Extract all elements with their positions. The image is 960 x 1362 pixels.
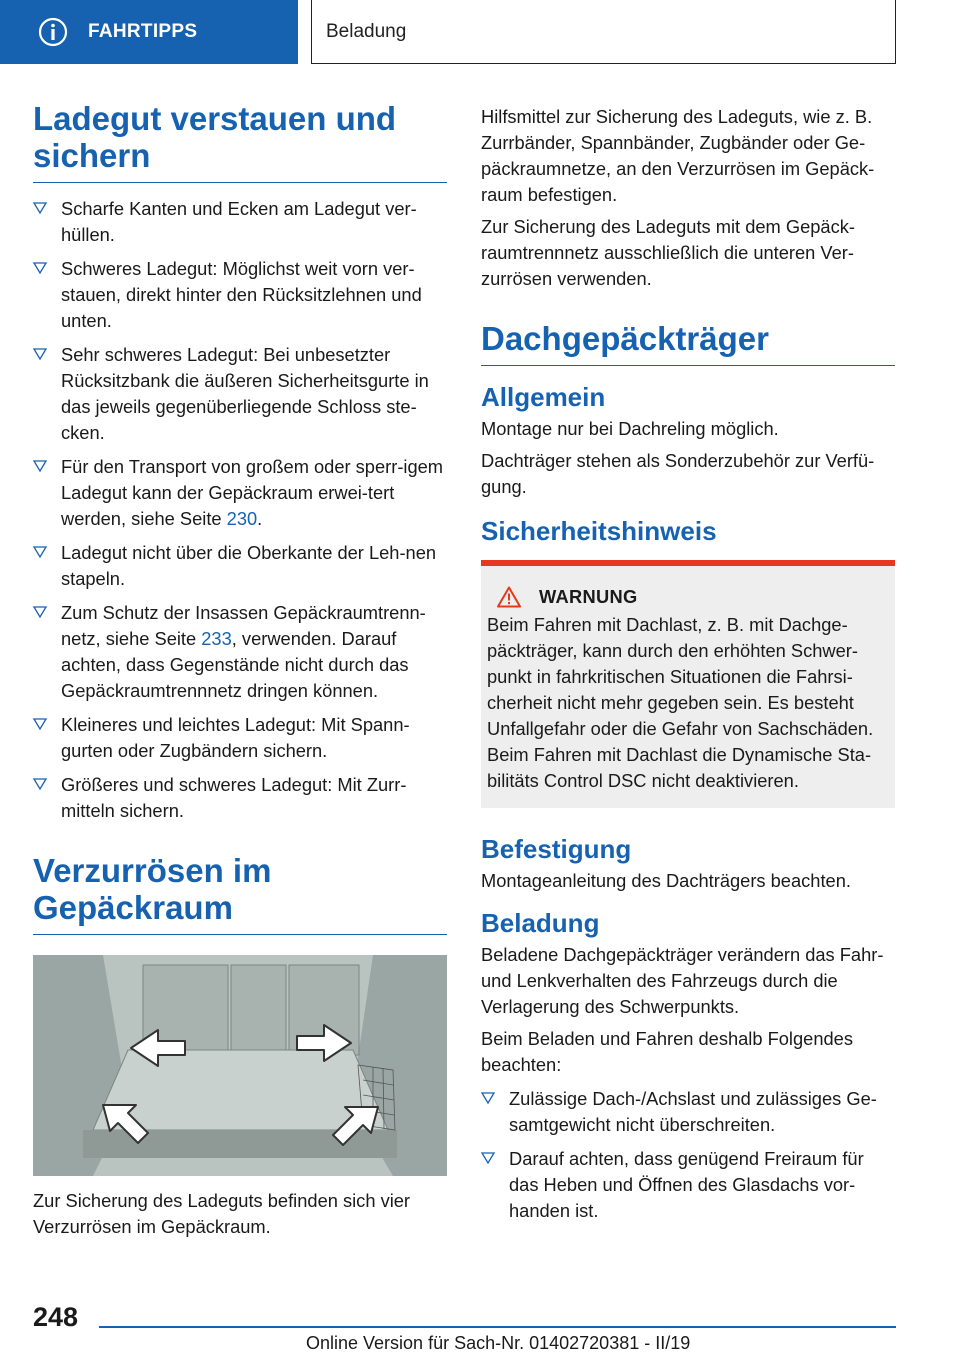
triangle-bullet-icon	[33, 545, 47, 559]
info-icon	[38, 17, 68, 47]
footer-online-version: Online Version für Sach-Nr. 01402720381 - II/19	[306, 1333, 691, 1353]
list-item	[33, 454, 447, 532]
footer-divider	[99, 1326, 896, 1328]
triangle-bullet-icon	[33, 347, 47, 361]
beladung-list	[481, 1086, 895, 1224]
trunk-photo	[33, 955, 447, 1176]
list-item-text: Darauf achten, dass genügend Freiraum für das Heben und Öffnen des Glasdachs vor-handen ist.	[509, 1148, 864, 1221]
page-link-233[interactable]: 233	[201, 628, 232, 649]
list-item-text: Schweres Ladegut: Möglichst weit vorn ver-stauen, direkt hinter den Rücksitzlehnen und unten.	[61, 258, 422, 331]
header-section-tab	[0, 0, 298, 64]
subsection-title-sicherheitshinweis: Sicherheitshinweis	[481, 516, 717, 546]
warning-text: Beim Fahren mit Dachlast, z. B. mit Dachge-päckträger, kann durch den erhöhten Schwer-punkt in fahrkritischen Situationen die Fahrsi-cherheit nicht mehr gegeben sein. Es besteht Unfallgefahr oder die Gefahr von Sachschäden. Beim Fahren mit Dachlast die Dynamische Sta-bilitäts Control DSC nicht deaktivieren.	[487, 614, 874, 791]
subsection-title-beladung: Beladung	[481, 908, 600, 938]
paragraph-sonderzubehoer: Dachträger stehen als Sonderzubehör zur Verfü-gung.	[481, 450, 875, 497]
paragraph-trennnetz: Zur Sicherung des Ladeguts mit dem Gepäck-raumtrennnetz ausschließlich die unteren Ver-zurrösen verwenden.	[481, 216, 855, 289]
list-item	[33, 342, 447, 446]
triangle-bullet-icon	[33, 717, 47, 731]
list-item-text: .	[257, 508, 263, 529]
warning-triangle-icon	[497, 586, 521, 608]
warning-label: WARNUNG	[539, 586, 638, 607]
list-item-text: Ladegut nicht über die Oberkante der Leh-nen stapeln.	[61, 542, 437, 589]
warning-box	[481, 560, 895, 808]
list-item	[33, 712, 447, 764]
list-item	[33, 540, 447, 592]
list-item	[481, 1146, 895, 1224]
paragraph-hilfsmittel: Hilfsmittel zur Sicherung des Ladeguts, wie z. B. Zurrbänder, Spannbänder, Zugbänder oder Ge-päckraumnetze, an den Verzurrösen im Gepäck-raum befestigen.	[481, 106, 875, 205]
triangle-bullet-icon	[33, 201, 47, 215]
list-item-text: Zum Schutz der Insassen Gepäckraumtrenn-netz, siehe Seite	[61, 602, 426, 649]
section-title-verzurroesen: Verzurrösen im Gepäckraum	[33, 852, 447, 935]
list-item	[33, 196, 447, 248]
paragraph-folgendes: Beim Beladen und Fahren deshalb Folgendes beachten:	[481, 1028, 853, 1075]
list-item	[33, 600, 447, 704]
triangle-bullet-icon	[481, 1091, 495, 1105]
header-section-label: FAHRTIPPS	[88, 21, 198, 42]
list-item-text: Für den Transport von großem oder sperr-igem Ladegut kann der Gepäckraum erwei-tert werden, siehe Seite	[61, 456, 444, 529]
list-item-text: , verwenden. Darauf achten, dass Gegenstände nicht durch das Gepäckraumtrennnetz dringen können.	[61, 628, 409, 701]
triangle-bullet-icon	[33, 777, 47, 791]
paragraph-fahrverhalten: Beladene Dachgepäckträger verändern das Fahr- und Lenkverhalten des Fahrzeugs durch die Verlagerung des Schwerpunkts.	[481, 944, 884, 1017]
list-item-text: Größeres und schweres Ladegut: Mit Zurr-mitteln sichern.	[61, 774, 407, 821]
section-title-ladegut: Ladegut verstauen und sichern	[33, 100, 447, 183]
triangle-bullet-icon	[33, 261, 47, 275]
list-item	[33, 256, 447, 334]
list-item-text: Kleineres und leichtes Ladegut: Mit Spann-gurten oder Zugbändern sichern.	[61, 714, 410, 761]
list-item-text: Scharfe Kanten und Ecken am Ladegut ver-hüllen.	[61, 198, 417, 245]
subsection-title-allgemein: Allgemein	[481, 382, 606, 412]
list-item-text: Sehr schweres Ladegut: Bei unbesetzter Rücksitzbank die äußeren Sicherheitsgurte in das jeweils gegenüberliegende Schloss ste-cken.	[61, 344, 429, 443]
page-number: 248	[33, 1302, 79, 1332]
ladegut-list	[33, 196, 447, 824]
subsection-title-befestigung: Befestigung	[481, 834, 632, 864]
triangle-bullet-icon	[33, 459, 47, 473]
page-link-230[interactable]: 230	[226, 508, 258, 529]
list-item-text: Zulässige Dach-/Achslast und zulässiges Ge-samtgewicht nicht überschreiten.	[509, 1088, 877, 1135]
header-chapter-label: Beladung	[326, 20, 407, 42]
triangle-bullet-icon	[33, 605, 47, 619]
header-chapter-box	[311, 0, 896, 64]
paragraph-montageanleitung: Montageanleitung des Dachträgers beachten.	[481, 870, 851, 891]
list-item	[481, 1086, 895, 1138]
triangle-bullet-icon	[481, 1151, 495, 1165]
section-title-dachgepaecktraeger: Dachgepäckträger	[481, 320, 895, 366]
list-item	[33, 772, 447, 824]
right-column	[481, 100, 895, 1232]
paragraph-montage: Montage nur bei Dachreling möglich.	[481, 418, 779, 439]
trunk-caption: Zur Sicherung des Ladeguts befinden sich vier Verzurrösen im Gepäckraum.	[33, 1190, 411, 1237]
left-column	[33, 100, 447, 1240]
